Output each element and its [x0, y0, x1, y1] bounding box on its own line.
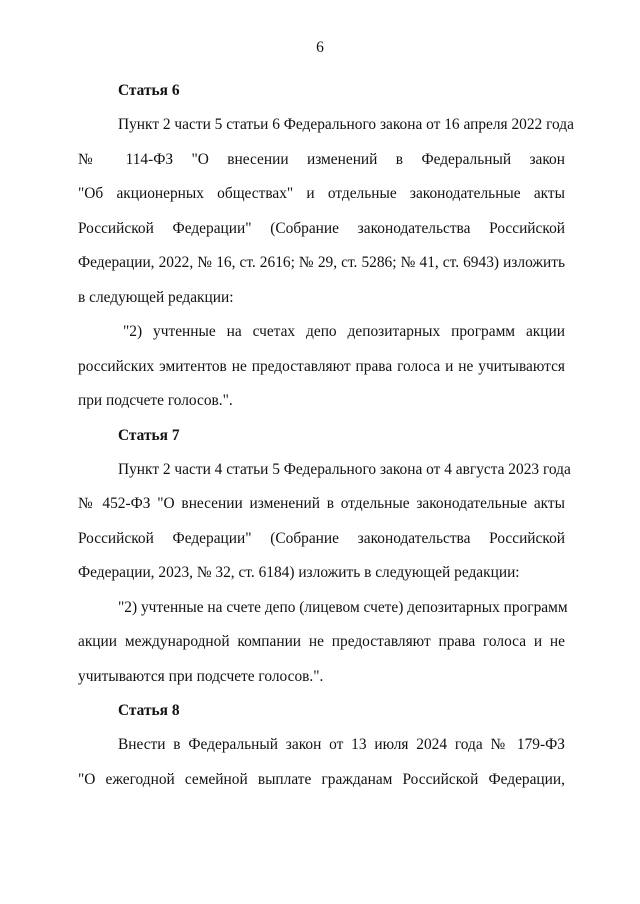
text-line: Федерации, 2022, № 16, ст. 2616; № 29, ст. 5286; № 41, ст. 6943) изложить [78, 254, 565, 271]
text-line: № 114-ФЗ "О внесении изменений в Федеральный закон [78, 150, 565, 168]
paragraph [78, 315, 565, 419]
text-line: в следующей редакции: [78, 288, 234, 306]
paragraph [78, 591, 568, 695]
text-line: при подсчете голосов.". [78, 392, 233, 409]
article-heading: Статья 7 [118, 426, 180, 444]
text-line: "2) учтенные на счете депо (лицевом счете) депозитарных программ [118, 598, 568, 616]
document-body [78, 74, 574, 797]
text-line: "О ежегодной семейной выплате гражданам Российской Федерации, [78, 770, 565, 788]
paragraph [78, 108, 574, 315]
article-heading: Статья 8 [118, 702, 180, 719]
page-number: 6 [316, 39, 324, 56]
text-line: акции международной компании не предоставляют права голоса и не [78, 633, 565, 650]
text-line: "Об акционерных обществах" и отдельные законодательные акты [78, 185, 565, 202]
text-line: российских эмитентов не предоставляют права голоса и не учитываются [78, 357, 565, 375]
text-line: Внести в Федеральный закон от 13 июля 2024 года № 179-ФЗ [118, 736, 565, 753]
text-line: "2) учтенные на счетах депо депозитарных программ акции [123, 323, 565, 340]
text-line: Федерации, 2023, № 32, ст. 6184) изложить в следующей редакции: [78, 564, 520, 581]
paragraph [78, 728, 565, 797]
text-line: № 452-ФЗ "О внесении изменений в отдельные законодательные акты [78, 495, 565, 512]
article-heading: Статья 6 [118, 82, 180, 99]
paragraph [78, 453, 571, 591]
text-line: Российской Федерации" (Собрание законодательства Российской [78, 219, 565, 237]
text-line: Российской Федерации" (Собрание законодательства Российской [78, 529, 565, 547]
text-line: Пункт 2 части 5 статьи 6 Федерального закона от 16 апреля 2022 года [118, 116, 574, 133]
text-line: учитываются при подсчете голосов.". [78, 667, 324, 685]
text-line: Пункт 2 части 4 статьи 5 Федерального закона от 4 августа 2023 года [118, 460, 571, 478]
